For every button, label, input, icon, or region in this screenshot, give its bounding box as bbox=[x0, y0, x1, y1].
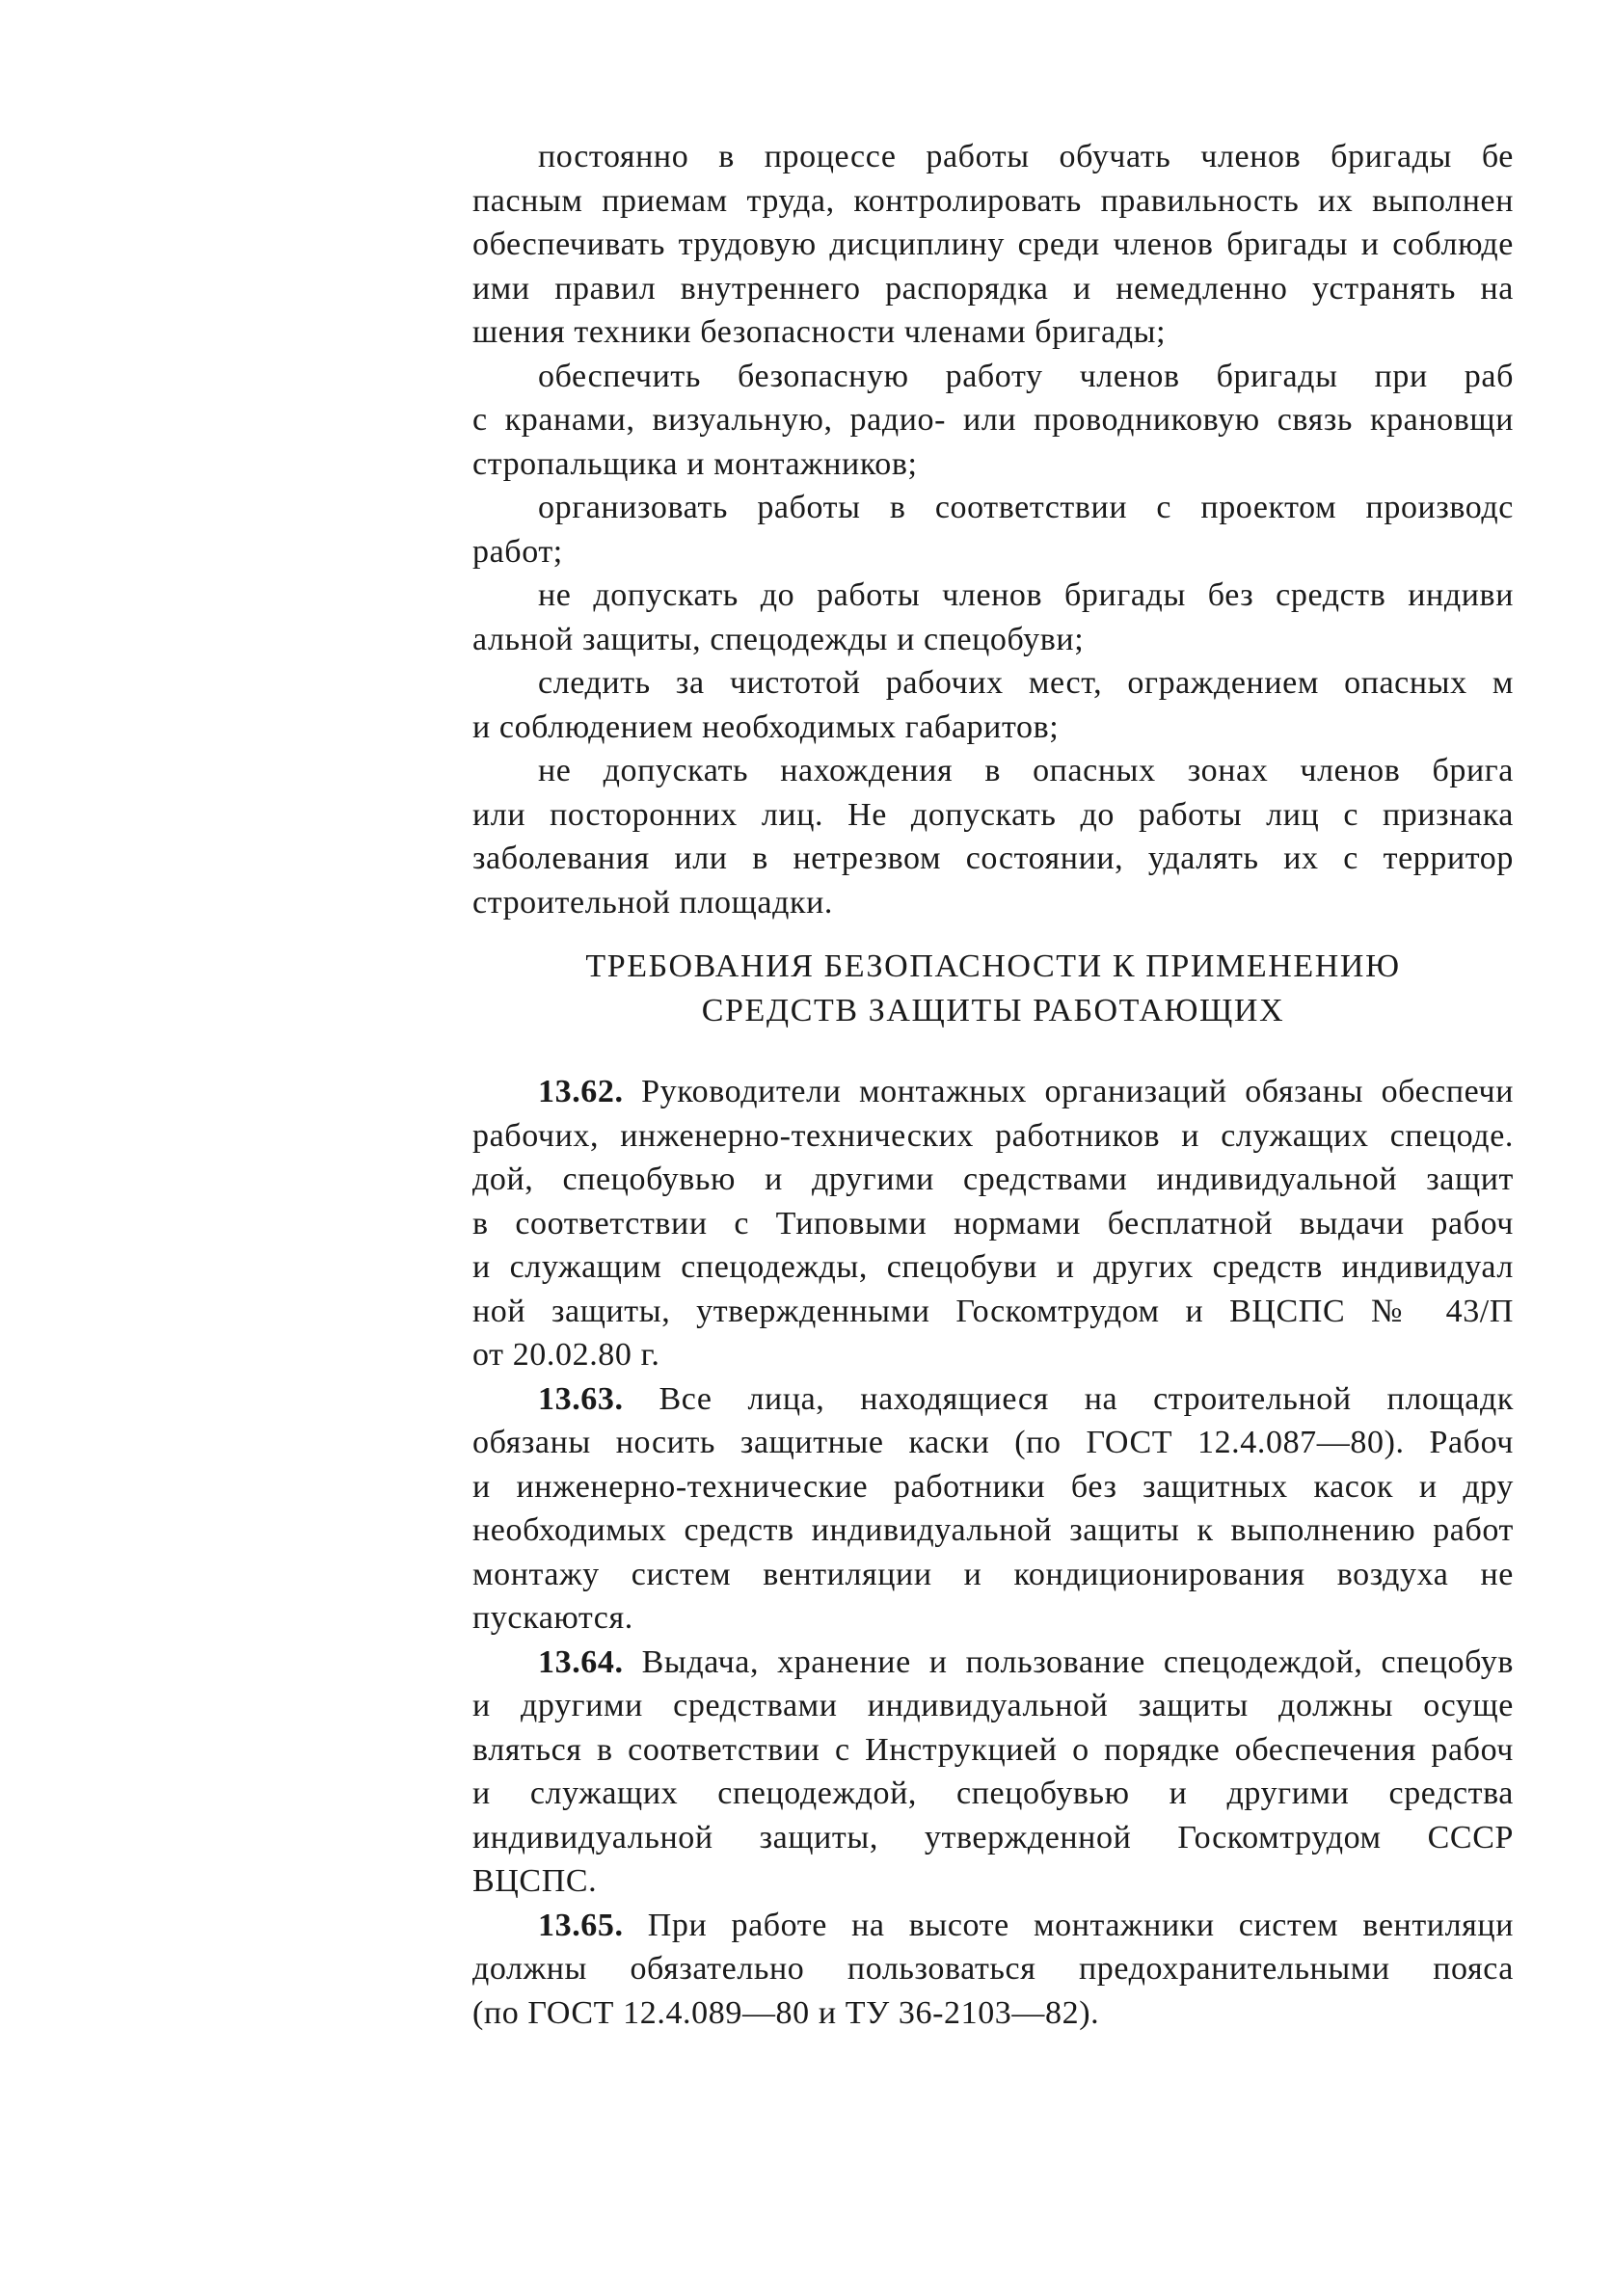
clause-first-line bbox=[472, 1070, 1514, 1114]
text-line: ВЦСПС. bbox=[472, 1863, 598, 1899]
text-line: или посторонних лиц. Не допускать до работы лиц с признака bbox=[472, 796, 1514, 833]
text-line: и служащим спецодежды, спецобуви и других средств индивидуал bbox=[472, 1249, 1514, 1285]
text-line: строительной площадки. bbox=[472, 884, 834, 921]
text-line: не допускать нахождения в опасных зонах членов брига bbox=[538, 753, 1514, 788]
text-line: не допускать до работы членов бригады без средств индиви bbox=[538, 577, 1514, 613]
clause-first-line bbox=[472, 1904, 1514, 1948]
text-line: монтажу систем вентиляции и кондиционирования воздуха не bbox=[472, 1556, 1514, 1592]
clause-text: Выдача, хранение и пользование спецодеждой, спецобув bbox=[641, 1643, 1514, 1680]
clause-first-line bbox=[472, 1377, 1514, 1422]
text-line: вляться в соответствии с Инструкцией о порядке обеспечения рабоч bbox=[472, 1731, 1514, 1768]
clauses-section bbox=[472, 1070, 1514, 2035]
text-line: постоянно в процессе работы обучать членов бригады бе bbox=[538, 139, 1514, 174]
text-line: альной защиты, спецодежды и спецобуви; bbox=[472, 621, 1085, 657]
clause-number: 13.63. bbox=[538, 1380, 624, 1417]
text-line: заболевания или в нетрезвом состоянии, удалять их с территор bbox=[472, 841, 1514, 876]
section-heading bbox=[472, 945, 1514, 1033]
clause-text: Руководители монтажных организаций обязаны обеспечи bbox=[641, 1074, 1514, 1109]
clause-number: 13.62. bbox=[538, 1074, 624, 1109]
text-line: пускаются. bbox=[472, 1600, 633, 1636]
clause-number: 13.65. bbox=[538, 1907, 624, 1943]
text-line: и служащих спецодеждой, спецобувью и другими средства bbox=[472, 1775, 1514, 1811]
text-line: ими правил внутреннего распорядка и немедленно устранять на bbox=[472, 270, 1514, 307]
top-section bbox=[472, 135, 1514, 924]
text-line: от 20.02.80 г. bbox=[472, 1337, 660, 1373]
text-line: шения техники безопасности членами бригады; bbox=[472, 314, 1167, 350]
text-line: должны обязательно пользоваться предохранительными пояса bbox=[472, 1951, 1514, 1987]
heading-line: СРЕДСТВ ЗАЩИТЫ РАБОТАЮЩИХ bbox=[701, 993, 1285, 1028]
text-line: пасным приемам труда, контролировать правильность их выполнен bbox=[472, 182, 1514, 219]
text-line: ной защиты, утвержденными Госкомтрудом и ВЦСПС № 43/П bbox=[472, 1293, 1514, 1329]
text-line: обеспечить безопасную работу членов бригады при раб bbox=[538, 358, 1514, 394]
text-line: необходимых средств индивидуальной защиты к выполнению работ bbox=[472, 1512, 1514, 1548]
text-line: индивидуальной защиты, утвержденной Госкомтрудом СССР bbox=[472, 1819, 1514, 1855]
text-line: стропальщика и монтажников; bbox=[472, 445, 918, 482]
text-line: обязаны носить защитные каски (по ГОСТ 12.4.087—80). Рабоч bbox=[472, 1425, 1514, 1460]
text-line: дой, спецобувью и другими средствами индивидуальной защит bbox=[472, 1161, 1514, 1197]
text-line: и другими средствами индивидуальной защиты должны осуще bbox=[472, 1688, 1514, 1723]
text-line: рабочих, инженерно-технических работников и служащих спецоде. bbox=[472, 1117, 1514, 1154]
text-line: следить за чистотой рабочих мест, ограждением опасных м bbox=[538, 665, 1514, 701]
text-line: и соблюдением необходимых габаритов; bbox=[472, 708, 1060, 745]
text-line: в соответствии с Типовыми нормами бесплатной выдачи рабоч bbox=[472, 1205, 1514, 1241]
clause-text: При работе на высоте монтажники систем вентиляци bbox=[647, 1907, 1514, 1943]
clause-text: Все лица, находящиеся на строительной площадк bbox=[659, 1380, 1514, 1417]
text-line: и инженерно-технические работники без защитных касок и дру bbox=[472, 1468, 1514, 1505]
text-line: с кранами, визуальную, радио- или проводниковую связь крановщи bbox=[472, 402, 1514, 438]
text-line: обеспечивать трудовую дисциплину среди членов бригады и соблюде bbox=[472, 227, 1514, 262]
text-line: (по ГОСТ 12.4.089—80 и ТУ 36-2103—82). bbox=[472, 1994, 1100, 2031]
clause-first-line bbox=[472, 1641, 1514, 1685]
heading-line: ТРЕБОВАНИЯ БЕЗОПАСНОСТИ К ПРИМЕНЕНИЮ bbox=[585, 948, 1401, 984]
clause-number: 13.64. bbox=[538, 1643, 624, 1680]
text-line: организовать работы в соответствии с проектом производс bbox=[538, 490, 1514, 525]
text-line: работ; bbox=[472, 533, 563, 570]
